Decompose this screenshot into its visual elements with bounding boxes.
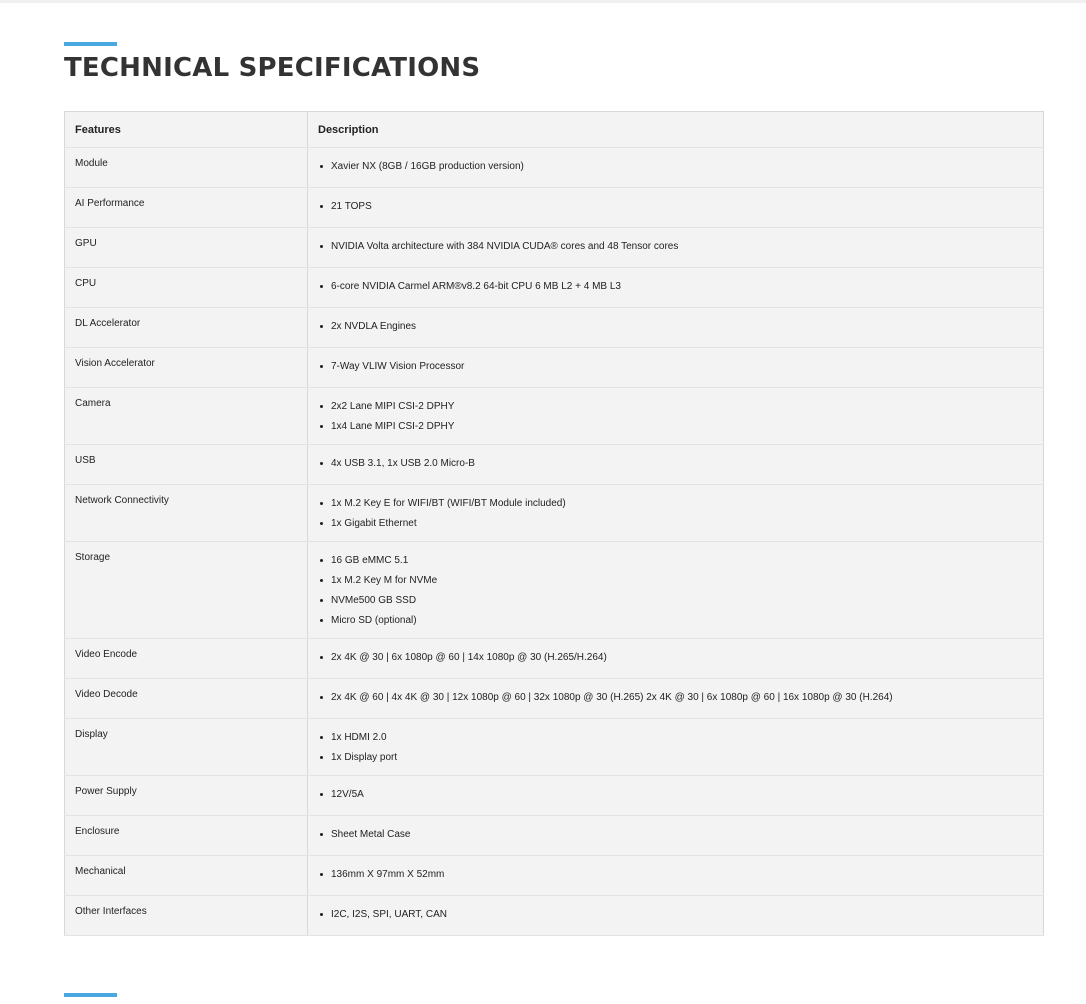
list-item: 4x USB 3.1, 1x USB 2.0 Micro-B: [318, 454, 1033, 474]
table-row: [65, 639, 1044, 679]
description-cell: [308, 639, 1044, 679]
description-list: [318, 551, 1033, 631]
description-cell: [308, 776, 1044, 816]
page-title: TECHNICAL SPECIFICATIONS: [64, 53, 481, 83]
description-list: [318, 648, 1033, 668]
list-item: 1x M.2 Key E for WIFI/BT (WIFI/BT Module included): [318, 494, 1033, 514]
feature-cell: Display: [65, 719, 308, 776]
list-item: 2x 4K @ 30 | 6x 1080p @ 60 | 14x 1080p @ 30 (H.265/H.264): [318, 648, 1033, 668]
feature-cell: Mechanical: [65, 856, 308, 896]
table-row: [65, 719, 1044, 776]
description-cell: [308, 816, 1044, 856]
table-header-row: [65, 112, 1044, 148]
list-item: 1x Gigabit Ethernet: [318, 514, 1033, 534]
description-cell: [308, 679, 1044, 719]
table-row: [65, 268, 1044, 308]
description-cell: [308, 542, 1044, 639]
top-divider: [0, 0, 1086, 3]
feature-cell: CPU: [65, 268, 308, 308]
feature-cell: Power Supply: [65, 776, 308, 816]
description-list: [318, 317, 1033, 337]
feature-cell: Storage: [65, 542, 308, 639]
table-row: [65, 188, 1044, 228]
table-row: [65, 228, 1044, 268]
description-list: [318, 865, 1033, 885]
list-item: 136mm X 97mm X 52mm: [318, 865, 1033, 885]
description-list: [318, 905, 1033, 925]
description-cell: [308, 148, 1044, 188]
list-item: 2x2 Lane MIPI CSI-2 DPHY: [318, 397, 1033, 417]
description-cell: [308, 388, 1044, 445]
description-cell: [308, 228, 1044, 268]
list-item: 1x Display port: [318, 748, 1033, 768]
table-row: [65, 856, 1044, 896]
description-cell: [308, 856, 1044, 896]
feature-cell: Vision Accelerator: [65, 348, 308, 388]
description-cell: [308, 308, 1044, 348]
table-row: [65, 896, 1044, 936]
title-accent-bar: [64, 42, 117, 46]
list-item: I2C, I2S, SPI, UART, CAN: [318, 905, 1033, 925]
description-list: [318, 357, 1033, 377]
table-row: [65, 816, 1044, 856]
table-row: [65, 485, 1044, 542]
description-cell: [308, 188, 1044, 228]
description-cell: [308, 485, 1044, 542]
feature-cell: Enclosure: [65, 816, 308, 856]
list-item: 21 TOPS: [318, 197, 1033, 217]
table-row: [65, 348, 1044, 388]
list-item: 6-core NVIDIA Carmel ARM®v8.2 64-bit CPU 6 MB L2 + 4 MB L3: [318, 277, 1033, 297]
description-list: [318, 237, 1033, 257]
list-item: 1x HDMI 2.0: [318, 728, 1033, 748]
feature-cell: USB: [65, 445, 308, 485]
list-item: 16 GB eMMC 5.1: [318, 551, 1033, 571]
table-row: [65, 542, 1044, 639]
list-item: 7-Way VLIW Vision Processor: [318, 357, 1033, 377]
description-list: [318, 397, 1033, 437]
description-column-header: Description: [308, 112, 1044, 148]
table-row: [65, 388, 1044, 445]
description-cell: [308, 719, 1044, 776]
description-cell: [308, 445, 1044, 485]
description-cell: [308, 896, 1044, 936]
feature-cell: Video Encode: [65, 639, 308, 679]
list-item: NVIDIA Volta architecture with 384 NVIDIA CUDA® cores and 48 Tensor cores: [318, 237, 1033, 257]
table-row: [65, 445, 1044, 485]
description-list: [318, 454, 1033, 474]
feature-cell: Camera: [65, 388, 308, 445]
description-list: [318, 197, 1033, 217]
table-row: [65, 148, 1044, 188]
next-section-accent-bar: [64, 993, 117, 997]
description-list: [318, 728, 1033, 768]
table-row: [65, 308, 1044, 348]
table-row: [65, 679, 1044, 719]
list-item: 1x4 Lane MIPI CSI-2 DPHY: [318, 417, 1033, 437]
list-item: 2x 4K @ 60 | 4x 4K @ 30 | 12x 1080p @ 60 | 32x 1080p @ 30 (H.265) 2x 4K @ 30 | 6x 1080p @ 60 | 16x 1080p @ 30 (H.264): [318, 688, 1033, 708]
description-list: [318, 277, 1033, 297]
description-list: [318, 825, 1033, 845]
feature-cell: Other Interfaces: [65, 896, 308, 936]
feature-cell: DL Accelerator: [65, 308, 308, 348]
description-list: [318, 494, 1033, 534]
list-item: 2x NVDLA Engines: [318, 317, 1033, 337]
description-list: [318, 157, 1033, 177]
feature-cell: Module: [65, 148, 308, 188]
description-list: [318, 785, 1033, 805]
table-body: [65, 148, 1044, 936]
description-cell: [308, 268, 1044, 308]
specifications-table: [64, 111, 1044, 936]
list-item: Sheet Metal Case: [318, 825, 1033, 845]
feature-cell: GPU: [65, 228, 308, 268]
feature-cell: Video Decode: [65, 679, 308, 719]
list-item: Micro SD (optional): [318, 611, 1033, 631]
list-item: 1x M.2 Key M for NVMe: [318, 571, 1033, 591]
feature-cell: AI Performance: [65, 188, 308, 228]
list-item: NVMe500 GB SSD: [318, 591, 1033, 611]
list-item: Xavier NX (8GB / 16GB production version): [318, 157, 1033, 177]
features-column-header: Features: [65, 112, 308, 148]
description-list: [318, 688, 1033, 708]
list-item: 12V/5A: [318, 785, 1033, 805]
feature-cell: Network Connectivity: [65, 485, 308, 542]
table-row: [65, 776, 1044, 816]
description-cell: [308, 348, 1044, 388]
